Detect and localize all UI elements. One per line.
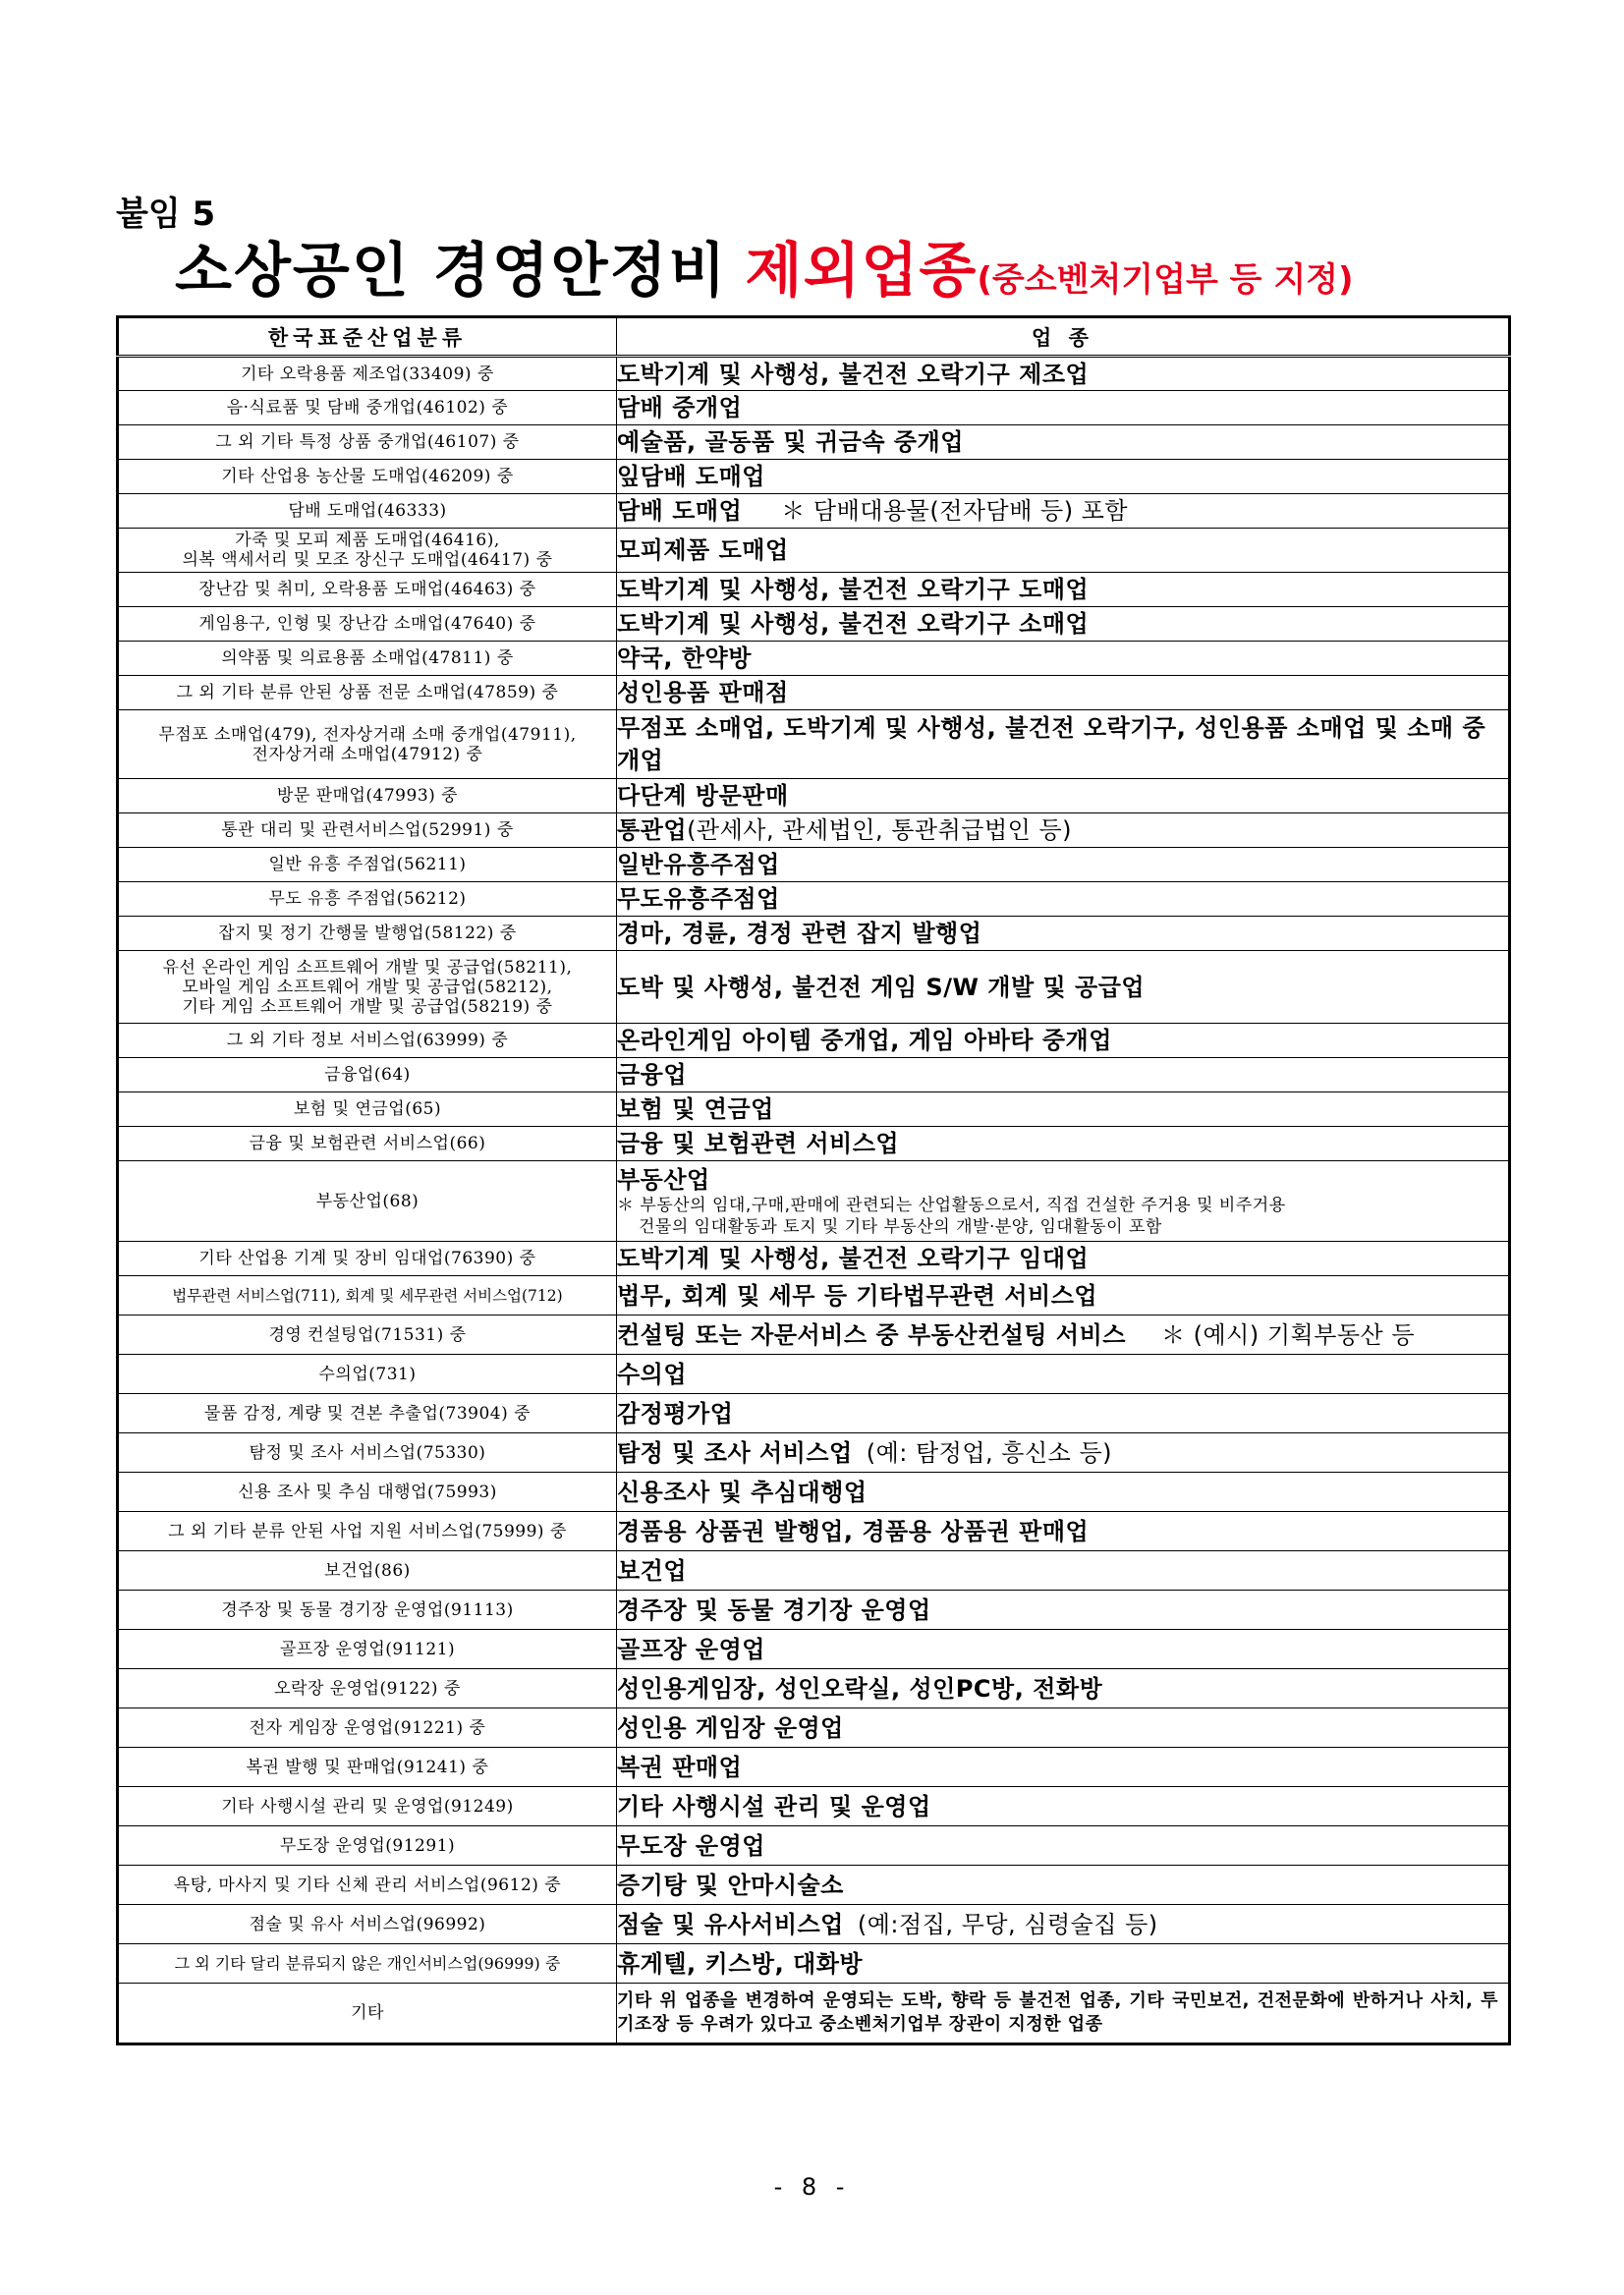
- table-row: [118, 529, 1510, 573]
- excluded-industries-table: [116, 315, 1511, 2045]
- industry-text: 담배 도매업: [617, 497, 743, 525]
- industry-cell: [617, 1787, 1510, 1826]
- industry-text: 기타 위 업종을 변경하여 운영되는 도박, 향락 등 불건전 업종, 기타 국민보건, 건전문화에 반하거나 사치, 투기조장 등 우려가 있다고 중소벤처기업부 장관이 지정한 업종: [617, 1990, 1498, 2035]
- industry-cell: [617, 1866, 1510, 1905]
- industry-text: 탐정 및 조사 서비스업: [617, 1438, 853, 1467]
- ksic-cell: 수의업(731): [118, 1355, 617, 1394]
- title-main: 소상공인 경영안정비: [175, 237, 728, 306]
- table-row: [118, 357, 1510, 391]
- industry-cell: [617, 425, 1510, 460]
- industry-cell: [617, 676, 1510, 710]
- table-row: [118, 1748, 1510, 1787]
- industry-text: 수의업: [617, 1360, 688, 1388]
- industry-cell: [617, 573, 1510, 607]
- industry-cell: [617, 1092, 1510, 1127]
- industry-text: 도박기계 및 사행성, 불건전 오락기구 임대업: [617, 1245, 1090, 1272]
- title-highlight: 제외업종: [745, 237, 978, 306]
- industry-cell: [617, 1748, 1510, 1787]
- industry-cell: [617, 813, 1510, 848]
- table-row: [118, 607, 1510, 642]
- table-row: [118, 882, 1510, 917]
- industry-cell: [617, 1630, 1510, 1669]
- industry-cell: [617, 391, 1510, 425]
- table-row: [118, 1092, 1510, 1127]
- industry-text: 보험 및 연금업: [617, 1095, 774, 1123]
- industry-note: 건물의 임대활동과 토지 및 기타 부동산의 개발·분양, 임대활동이 포함: [639, 1216, 1162, 1237]
- industry-detail: (예:점집, 무당, 심령술집 등): [857, 1910, 1158, 1938]
- table-row: [118, 1630, 1510, 1669]
- table-row: [118, 710, 1510, 779]
- industry-text: 부동산업: [617, 1165, 710, 1194]
- industry-text: 감정평가업: [617, 1399, 734, 1427]
- ksic-cell: 무도 유흥 주점업(56212): [118, 882, 617, 917]
- ksic-cell: 음·식료품 및 담배 중개업(46102) 중: [118, 391, 617, 425]
- industry-text: 통관업: [617, 816, 688, 844]
- industry-cell: [617, 1826, 1510, 1866]
- industry-cell: [617, 1473, 1510, 1512]
- ksic-cell: 그 외 기타 달리 분류되지 않은 개인서비스업(96999) 중: [118, 1944, 617, 1984]
- ksic-cell: 일반 유흥 주점업(56211): [118, 848, 617, 882]
- ksic-cell: 게임용구, 인형 및 장난감 소매업(47640) 중: [118, 607, 617, 642]
- industry-text: 도박기계 및 사행성, 불건전 오락기구 도매업: [617, 576, 1090, 603]
- industry-detail: ＊ (예시) 기획부동산 등: [1160, 1320, 1416, 1349]
- industry-cell: [617, 1127, 1510, 1161]
- industry-text: 담배 중개업: [617, 394, 743, 421]
- ksic-cell: 기타 오락용품 제조업(33409) 중: [118, 357, 617, 391]
- industry-cell: [617, 1551, 1510, 1591]
- table-row: [118, 1161, 1510, 1242]
- ksic-cell: 통관 대리 및 관련서비스업(52991) 중: [118, 813, 617, 848]
- ksic-cell: 그 외 기타 특정 상품 중개업(46107) 중: [118, 425, 617, 460]
- ksic-line: 유선 온라인 게임 소프트웨어 개발 및 공급업(58211),: [162, 957, 573, 978]
- table-row: [118, 917, 1510, 951]
- ksic-cell: 보건업(86): [118, 1551, 617, 1591]
- ksic-line: 기타 게임 소프트웨어 개발 및 공급업(58219) 중: [182, 996, 553, 1017]
- ksic-cell: 담배 도매업(46333): [118, 494, 617, 529]
- industry-text: 법무, 회계 및 세무 등 기타법무관련 서비스업: [617, 1281, 1098, 1310]
- industry-cell: [617, 1591, 1510, 1630]
- table-row: [118, 1708, 1510, 1748]
- ksic-cell: 기타 산업용 농산물 도매업(46209) 중: [118, 460, 617, 494]
- table-row: [118, 1433, 1510, 1473]
- industry-cell: [617, 848, 1510, 882]
- table-row: [118, 1866, 1510, 1905]
- ksic-cell: 기타: [118, 1984, 617, 2044]
- table-row: [118, 1984, 1510, 2044]
- ksic-cell: 보험 및 연금업(65): [118, 1092, 617, 1127]
- ksic-cell: 법무관련 서비스업(711), 회계 및 세무관련 서비스업(712): [118, 1276, 617, 1315]
- ksic-cell: 기타 사행시설 관리 및 운영업(91249): [118, 1787, 617, 1826]
- table-row: [118, 951, 1510, 1024]
- ksic-cell: 탐정 및 조사 서비스업(75330): [118, 1433, 617, 1473]
- industry-cell: [617, 1355, 1510, 1394]
- ksic-cell: [118, 529, 617, 573]
- industry-cell: [617, 1276, 1510, 1315]
- industry-text: 모피제품 도매업: [617, 536, 789, 564]
- table-row: [118, 425, 1510, 460]
- industry-cell: [617, 1669, 1510, 1708]
- industry-cell: [617, 1512, 1510, 1551]
- ksic-cell: 복권 발행 및 판매업(91241) 중: [118, 1748, 617, 1787]
- industry-text: 도박 및 사행성, 불건전 게임 S/W 개발 및 공급업: [617, 973, 1146, 1001]
- industry-text: 무도유흥주점업: [617, 885, 780, 913]
- ksic-cell: 방문 판매업(47993) 중: [118, 779, 617, 813]
- industry-cell: [617, 710, 1510, 779]
- industry-cell: [617, 494, 1510, 529]
- table-row: [118, 573, 1510, 607]
- industry-detail: (예: 탐정업, 흥신소 등): [866, 1438, 1113, 1467]
- table-row: [118, 494, 1510, 529]
- industry-note: ＊ 담배대용물(전자담배 등) 포함: [781, 497, 1129, 525]
- ksic-cell: 무도장 운영업(91291): [118, 1826, 617, 1866]
- page-title: [175, 224, 1354, 308]
- table-row: [118, 1787, 1510, 1826]
- industry-text: 다단계 방문판매: [617, 782, 789, 810]
- table-row: [118, 676, 1510, 710]
- industry-text: 성인용게임장, 성인오락실, 성인PC방, 전화방: [617, 1674, 1103, 1703]
- table-row: [118, 1905, 1510, 1944]
- industry-text: 도박기계 및 사행성, 불건전 오락기구 소매업: [617, 610, 1090, 638]
- industry-text: 골프장 운영업: [617, 1635, 765, 1663]
- table-row: [118, 1944, 1510, 1984]
- table-row: [118, 642, 1510, 676]
- industry-text: 증기탕 및 안마시술소: [617, 1871, 844, 1899]
- industry-cell: [617, 1394, 1510, 1433]
- industry-text: 도박기계 및 사행성, 불건전 오락기구 제조업: [617, 360, 1090, 388]
- ksic-cell: 그 외 기타 정보 서비스업(63999) 중: [118, 1024, 617, 1058]
- column-header-ksic: 한국표준산업분류: [118, 317, 617, 357]
- industry-text: 컨설팅 또는 자문서비스 중 부동산컨설팅 서비스: [617, 1320, 1126, 1349]
- industry-text: 기타 사행시설 관리 및 운영업: [617, 1792, 931, 1820]
- industry-cell: [617, 1905, 1510, 1944]
- industry-text: 점술 및 유사서비스업: [617, 1910, 844, 1938]
- table-row: [118, 460, 1510, 494]
- table-row: [118, 1058, 1510, 1092]
- table-row: [118, 1242, 1510, 1276]
- ksic-cell: 기타 산업용 기계 및 장비 임대업(76390) 중: [118, 1242, 617, 1276]
- industry-text: 무도장 운영업: [617, 1831, 765, 1860]
- table-row: [118, 1355, 1510, 1394]
- ksic-cell: 그 외 기타 분류 안된 사업 지원 서비스업(75999) 중: [118, 1512, 617, 1551]
- table-row: [118, 1127, 1510, 1161]
- industry-cell: [617, 1708, 1510, 1748]
- industry-cell: [617, 882, 1510, 917]
- ksic-line: 가죽 및 모피 제품 도매업(46416),: [235, 531, 500, 550]
- ksic-cell: 장난감 및 취미, 오락용품 도매업(46463) 중: [118, 573, 617, 607]
- ksic-cell: 신용 조사 및 추심 대행업(75993): [118, 1473, 617, 1512]
- industry-cell: [617, 1984, 1510, 2044]
- industry-text: 금융업: [617, 1061, 688, 1089]
- industry-cell: [617, 642, 1510, 676]
- industry-text: 보건업: [617, 1556, 688, 1585]
- industry-cell: [617, 1944, 1510, 1984]
- industry-cell: [617, 917, 1510, 951]
- table-row: [118, 1591, 1510, 1630]
- ksic-cell: [118, 710, 617, 779]
- ksic-cell: 그 외 기타 분류 안된 상품 전문 소매업(47859) 중: [118, 676, 617, 710]
- table-row: [118, 1512, 1510, 1551]
- industry-text: 금융 및 보험관련 서비스업: [617, 1130, 900, 1157]
- ksic-line: 무점포 소매업(479), 전자상거래 소매 중개업(47911),: [158, 724, 577, 745]
- table-row: [118, 779, 1510, 813]
- ksic-cell: 부동산업(68): [118, 1161, 617, 1242]
- industry-cell: [617, 607, 1510, 642]
- industry-text: 잎담배 도매업: [617, 463, 765, 490]
- table-row: [118, 1669, 1510, 1708]
- industry-cell: [617, 460, 1510, 494]
- table-row: [118, 1551, 1510, 1591]
- ksic-cell: 잡지 및 정기 간행물 발행업(58122) 중: [118, 917, 617, 951]
- column-header-industry: 업 종: [617, 317, 1510, 357]
- industry-text: 온라인게임 아이템 중개업, 게임 아바타 중개업: [617, 1027, 1112, 1054]
- ksic-cell: 의약품 및 의료용품 소매업(47811) 중: [118, 642, 617, 676]
- industry-text: 무점포 소매업, 도박기계 및 사행성, 불건전 오락기구, 성인용품 소매업 및 소매 중개업: [617, 713, 1486, 774]
- ksic-line: 의복 액세서리 및 모조 장신구 도매업(46417) 중: [182, 550, 553, 570]
- industry-detail: (관세사, 관세법인, 통관취급법인 등): [687, 816, 1073, 844]
- industry-text: 경품용 상품권 발행업, 경품용 상품권 판매업: [617, 1517, 1090, 1545]
- industry-cell: [617, 1161, 1510, 1242]
- industry-cell: [617, 529, 1510, 573]
- industry-cell: [617, 1315, 1510, 1355]
- industry-text: 일반유흥주점업: [617, 851, 780, 878]
- attachment-label: 붙임 5: [116, 195, 216, 234]
- ksic-line: 모바일 게임 소프트웨어 개발 및 공급업(58212),: [182, 977, 553, 997]
- ksic-cell: 골프장 운영업(91121): [118, 1630, 617, 1669]
- table-header-row: [118, 317, 1510, 357]
- ksic-cell: 물품 감정, 계량 및 견본 추출업(73904) 중: [118, 1394, 617, 1433]
- ksic-cell: 경영 컨설팅업(71531) 중: [118, 1315, 617, 1355]
- table-row: [118, 1276, 1510, 1315]
- table-row: [118, 848, 1510, 882]
- industry-cell: [617, 1024, 1510, 1058]
- industry-cell: [617, 357, 1510, 391]
- ksic-cell: 욕탕, 마사지 및 기타 신체 관리 서비스업(9612) 중: [118, 1866, 617, 1905]
- industry-text: 약국, 한약방: [617, 644, 752, 672]
- table-row: [118, 1473, 1510, 1512]
- ksic-cell: 금융 및 보험관련 서비스업(66): [118, 1127, 617, 1161]
- ksic-cell: 전자 게임장 운영업(91221) 중: [118, 1708, 617, 1748]
- industry-cell: [617, 1058, 1510, 1092]
- table-row: [118, 1315, 1510, 1355]
- industry-text: 성인용 게임장 운영업: [617, 1713, 844, 1742]
- industry-cell: [617, 1242, 1510, 1276]
- ksic-cell: 금융업(64): [118, 1058, 617, 1092]
- industry-text: 경마, 경륜, 경정 관련 잡지 발행업: [617, 920, 982, 947]
- industry-text: 복권 판매업: [617, 1753, 743, 1781]
- industry-text: 휴게텔, 키스방, 대화방: [617, 1949, 864, 1978]
- table-row: [118, 1826, 1510, 1866]
- table-row: [118, 813, 1510, 848]
- industry-text: 예술품, 골동품 및 귀금속 중개업: [617, 428, 964, 456]
- table-row: [118, 391, 1510, 425]
- ksic-cell: 경주장 및 동물 경기장 운영업(91113): [118, 1591, 617, 1630]
- table-row: [118, 1394, 1510, 1433]
- industry-cell: [617, 1433, 1510, 1473]
- title-subtitle: (중소벤처기업부 등 지정): [977, 260, 1354, 300]
- page-number: - 8 -: [773, 2173, 851, 2201]
- ksic-cell: 점술 및 유사 서비스업(96992): [118, 1905, 617, 1944]
- ksic-cell: [118, 951, 617, 1024]
- industry-text: 경주장 및 동물 경기장 운영업: [617, 1595, 931, 1624]
- industry-text: 신용조사 및 추심대행업: [617, 1478, 868, 1506]
- industry-note: ＊ 부동산의 임대,구매,판매에 관련되는 산업활동으로서, 직접 건설한 주거용 및 비주거용: [617, 1195, 1286, 1215]
- ksic-line: 전자상거래 소매업(47912) 중: [252, 744, 483, 764]
- industry-text: 성인용품 판매점: [617, 679, 789, 706]
- table-row: [118, 1024, 1510, 1058]
- ksic-cell: 오락장 운영업(9122) 중: [118, 1669, 617, 1708]
- industry-cell: [617, 779, 1510, 813]
- industry-cell: [617, 951, 1510, 1024]
